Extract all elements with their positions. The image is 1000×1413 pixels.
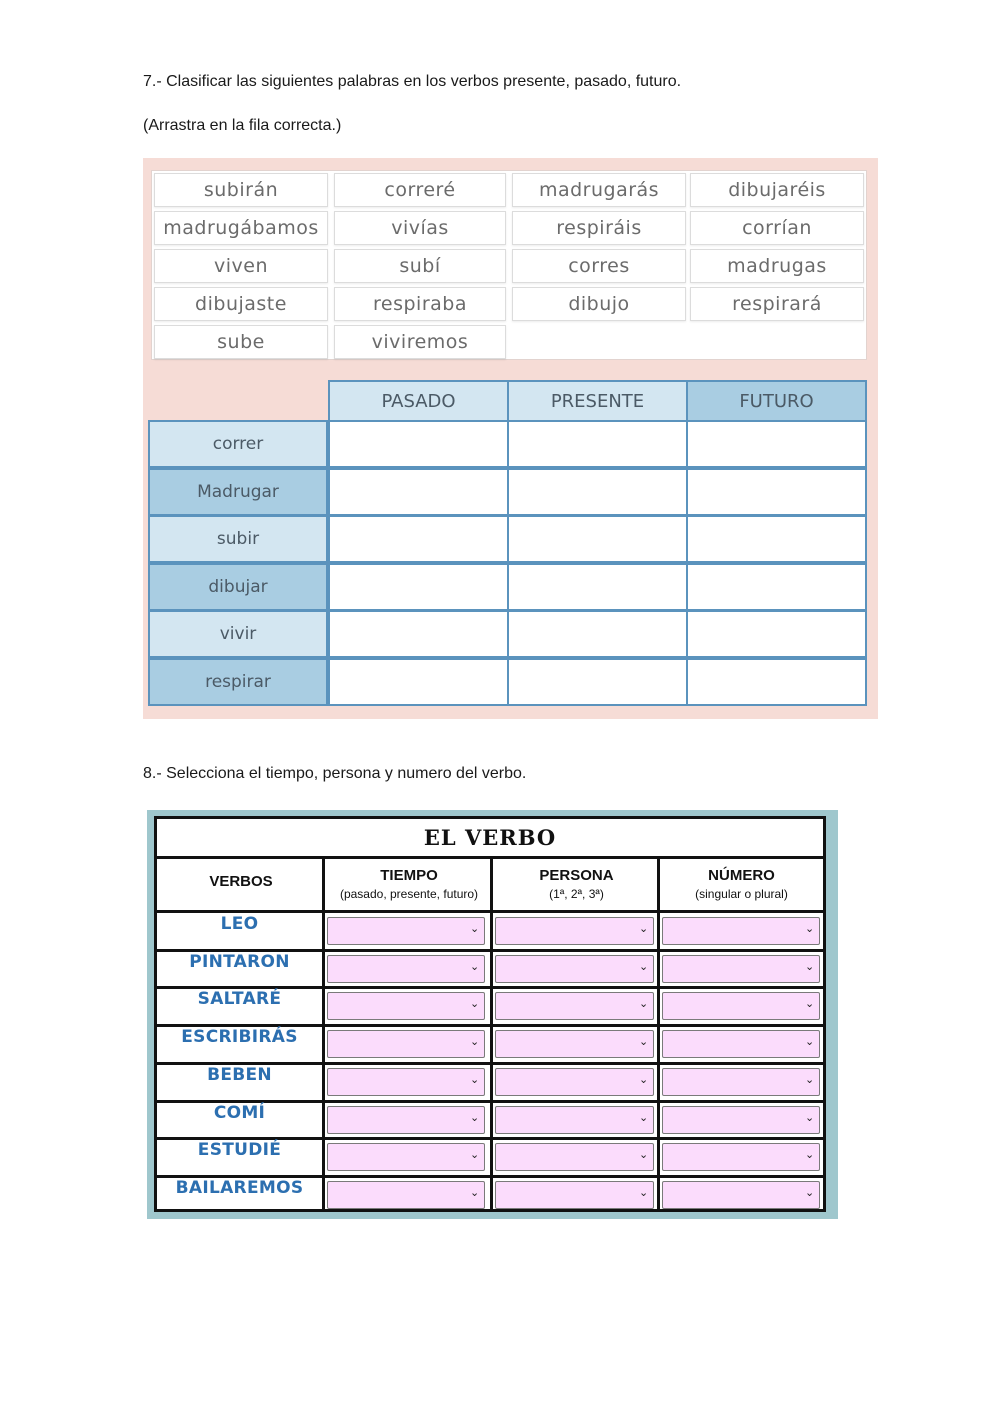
persona-select[interactable] — [495, 917, 654, 945]
chevron-down-icon: ⌄ — [639, 1186, 649, 1199]
word-tile[interactable]: corres — [512, 249, 686, 283]
column-header-futuro: FUTURO — [686, 380, 867, 420]
row-label-correr: correr — [148, 420, 328, 468]
numero-select[interactable] — [662, 1030, 820, 1058]
chevron-down-icon: ⌄ — [805, 1036, 815, 1049]
drop-cell-dibujar-futuro[interactable] — [686, 563, 867, 611]
drop-cell-correr-presente[interactable] — [507, 420, 688, 468]
header-label: PERSONA — [539, 867, 614, 884]
chevron-down-icon: ⌄ — [805, 1073, 815, 1086]
exercise-8-instruction: 8.- Selecciona el tiempo, persona y numero del verbo. — [143, 765, 527, 782]
word-tile[interactable]: madrugarás — [512, 173, 686, 207]
word-tile[interactable]: respirará — [690, 287, 864, 321]
word-tile[interactable]: dibujaste — [154, 287, 328, 321]
drop-cell-correr-futuro[interactable] — [686, 420, 867, 468]
drop-cell-subir-futuro[interactable] — [686, 515, 867, 563]
chevron-down-icon: ⌄ — [639, 1036, 649, 1049]
header-sublabel: (1ª, 2ª, 3ª) — [549, 887, 604, 901]
drop-cell-correr-pasado[interactable] — [328, 420, 509, 468]
word-tile[interactable]: viven — [154, 249, 328, 283]
tiempo-select[interactable] — [327, 1181, 485, 1209]
persona-select[interactable] — [495, 1181, 654, 1209]
header-persona — [493, 859, 660, 913]
drop-cell-vivir-futuro[interactable] — [686, 610, 867, 658]
header-sublabel: (pasado, presente, futuro) — [339, 887, 479, 901]
word-tile[interactable]: respiraba — [334, 287, 506, 321]
column-divider — [657, 859, 660, 1209]
verb-label: BEBEN — [207, 1064, 272, 1085]
verb-label: PINTARON — [189, 951, 290, 972]
row-label-vivir: vivir — [148, 610, 328, 658]
word-tile[interactable]: vivías — [334, 211, 506, 245]
word-tile[interactable]: subí — [334, 249, 506, 283]
word-tile[interactable]: subirán — [154, 173, 328, 207]
numero-select[interactable] — [662, 955, 820, 983]
header-label: NÚMERO — [708, 867, 775, 884]
verb-label: LEO — [220, 914, 259, 934]
drop-cell-madrugar-pasado[interactable] — [328, 468, 509, 516]
chevron-down-icon: ⌄ — [805, 998, 815, 1011]
persona-select[interactable] — [495, 1030, 654, 1058]
tiempo-select[interactable] — [327, 955, 485, 983]
tiempo-select[interactable] — [327, 992, 485, 1020]
word-tile[interactable]: corrían — [690, 211, 864, 245]
chevron-down-icon: ⌄ — [470, 1186, 480, 1199]
drop-cell-vivir-pasado[interactable] — [328, 610, 509, 658]
header-sublabel: (singular o plural) — [695, 887, 788, 901]
tiempo-select[interactable] — [327, 1030, 485, 1058]
drop-cell-subir-presente[interactable] — [507, 515, 688, 563]
tiempo-select[interactable] — [327, 1106, 485, 1134]
chevron-down-icon: ⌄ — [639, 960, 649, 973]
verb-table-title: EL VERBO — [157, 819, 823, 859]
chevron-down-icon: ⌄ — [470, 998, 480, 1011]
chevron-down-icon: ⌄ — [470, 1111, 480, 1124]
chevron-down-icon: ⌄ — [805, 923, 815, 935]
row-label-dibujar: dibujar — [148, 563, 328, 611]
numero-select[interactable] — [662, 1106, 820, 1134]
drop-cell-dibujar-pasado[interactable] — [328, 563, 509, 611]
word-bank — [151, 170, 867, 360]
persona-select[interactable] — [495, 992, 654, 1020]
chevron-down-icon: ⌄ — [639, 998, 649, 1011]
persona-select[interactable] — [495, 1106, 654, 1134]
drop-cell-madrugar-futuro[interactable] — [686, 468, 867, 516]
chevron-down-icon: ⌄ — [470, 1073, 480, 1086]
header-label: VERBOS — [209, 873, 273, 890]
verb-label: ESTUDIÉ — [197, 1140, 282, 1161]
verb-label: SALTARÉ — [197, 989, 282, 1010]
word-tile[interactable]: correré — [334, 173, 506, 207]
word-tile[interactable]: dibujaréis — [690, 173, 864, 207]
chevron-down-icon: ⌄ — [805, 1186, 815, 1199]
chevron-down-icon: ⌄ — [805, 1111, 815, 1124]
column-header-presente: PRESENTE — [507, 380, 688, 420]
persona-select[interactable] — [495, 1143, 654, 1171]
drop-cell-dibujar-presente[interactable] — [507, 563, 688, 611]
header-label: TIEMPO — [380, 867, 438, 884]
drop-cell-respirar-pasado[interactable] — [328, 658, 509, 706]
word-tile[interactable]: sube — [154, 325, 328, 359]
row-label-madrugar: Madrugar — [148, 468, 328, 516]
numero-select[interactable] — [662, 1068, 820, 1096]
verb-label: ESCRIBIRÁS — [181, 1027, 298, 1048]
numero-select[interactable] — [662, 992, 820, 1020]
verb-label: COMÍ — [213, 1102, 266, 1123]
column-divider — [322, 859, 325, 1209]
numero-select[interactable] — [662, 1181, 820, 1209]
chevron-down-icon: ⌄ — [639, 1149, 649, 1162]
tiempo-select[interactable] — [327, 917, 485, 945]
word-tile[interactable]: respiráis — [512, 211, 686, 245]
header-tiempo — [325, 859, 493, 913]
persona-select[interactable] — [495, 1068, 654, 1096]
numero-select[interactable] — [662, 917, 820, 945]
word-tile[interactable]: madrugas — [690, 249, 864, 283]
drop-cell-subir-pasado[interactable] — [328, 515, 509, 563]
tiempo-select[interactable] — [327, 1068, 485, 1096]
header-verbos — [157, 859, 325, 913]
verb-label: BAILAREMOS — [175, 1177, 304, 1198]
row-label-subir: subir — [148, 515, 328, 563]
exercise-7-hint: (Arrastra en la fila correcta.) — [143, 117, 342, 134]
drop-cell-respirar-futuro[interactable] — [686, 658, 867, 706]
column-header-pasado: PASADO — [328, 380, 509, 420]
chevron-down-icon: ⌄ — [470, 960, 480, 973]
exercise-8-panel — [147, 810, 838, 1219]
numero-select[interactable] — [662, 1143, 820, 1171]
chevron-down-icon: ⌄ — [639, 1111, 649, 1124]
row-label-respirar: respirar — [148, 658, 328, 706]
word-tile[interactable]: dibujo — [512, 287, 686, 321]
word-tile[interactable]: viviremos — [334, 325, 506, 359]
persona-select[interactable] — [495, 955, 654, 983]
word-tile[interactable]: madrugábamos — [154, 211, 328, 245]
drop-cell-respirar-presente[interactable] — [507, 658, 688, 706]
chevron-down-icon: ⌄ — [470, 1149, 480, 1162]
column-divider — [490, 859, 493, 1209]
drop-cell-madrugar-presente[interactable] — [507, 468, 688, 516]
exercise-7-panel — [143, 158, 878, 719]
chevron-down-icon: ⌄ — [470, 1036, 480, 1049]
verb-table — [154, 816, 826, 1212]
exercise-7-instruction: 7.- Clasificar las siguientes palabras en los verbos presente, pasado, futuro. — [143, 73, 682, 90]
chevron-down-icon: ⌄ — [639, 923, 649, 935]
chevron-down-icon: ⌄ — [470, 923, 480, 935]
drop-cell-vivir-presente[interactable] — [507, 610, 688, 658]
chevron-down-icon: ⌄ — [805, 960, 815, 973]
tiempo-select[interactable] — [327, 1143, 485, 1171]
chevron-down-icon: ⌄ — [805, 1149, 815, 1162]
header-número — [660, 859, 823, 913]
chevron-down-icon: ⌄ — [639, 1073, 649, 1086]
